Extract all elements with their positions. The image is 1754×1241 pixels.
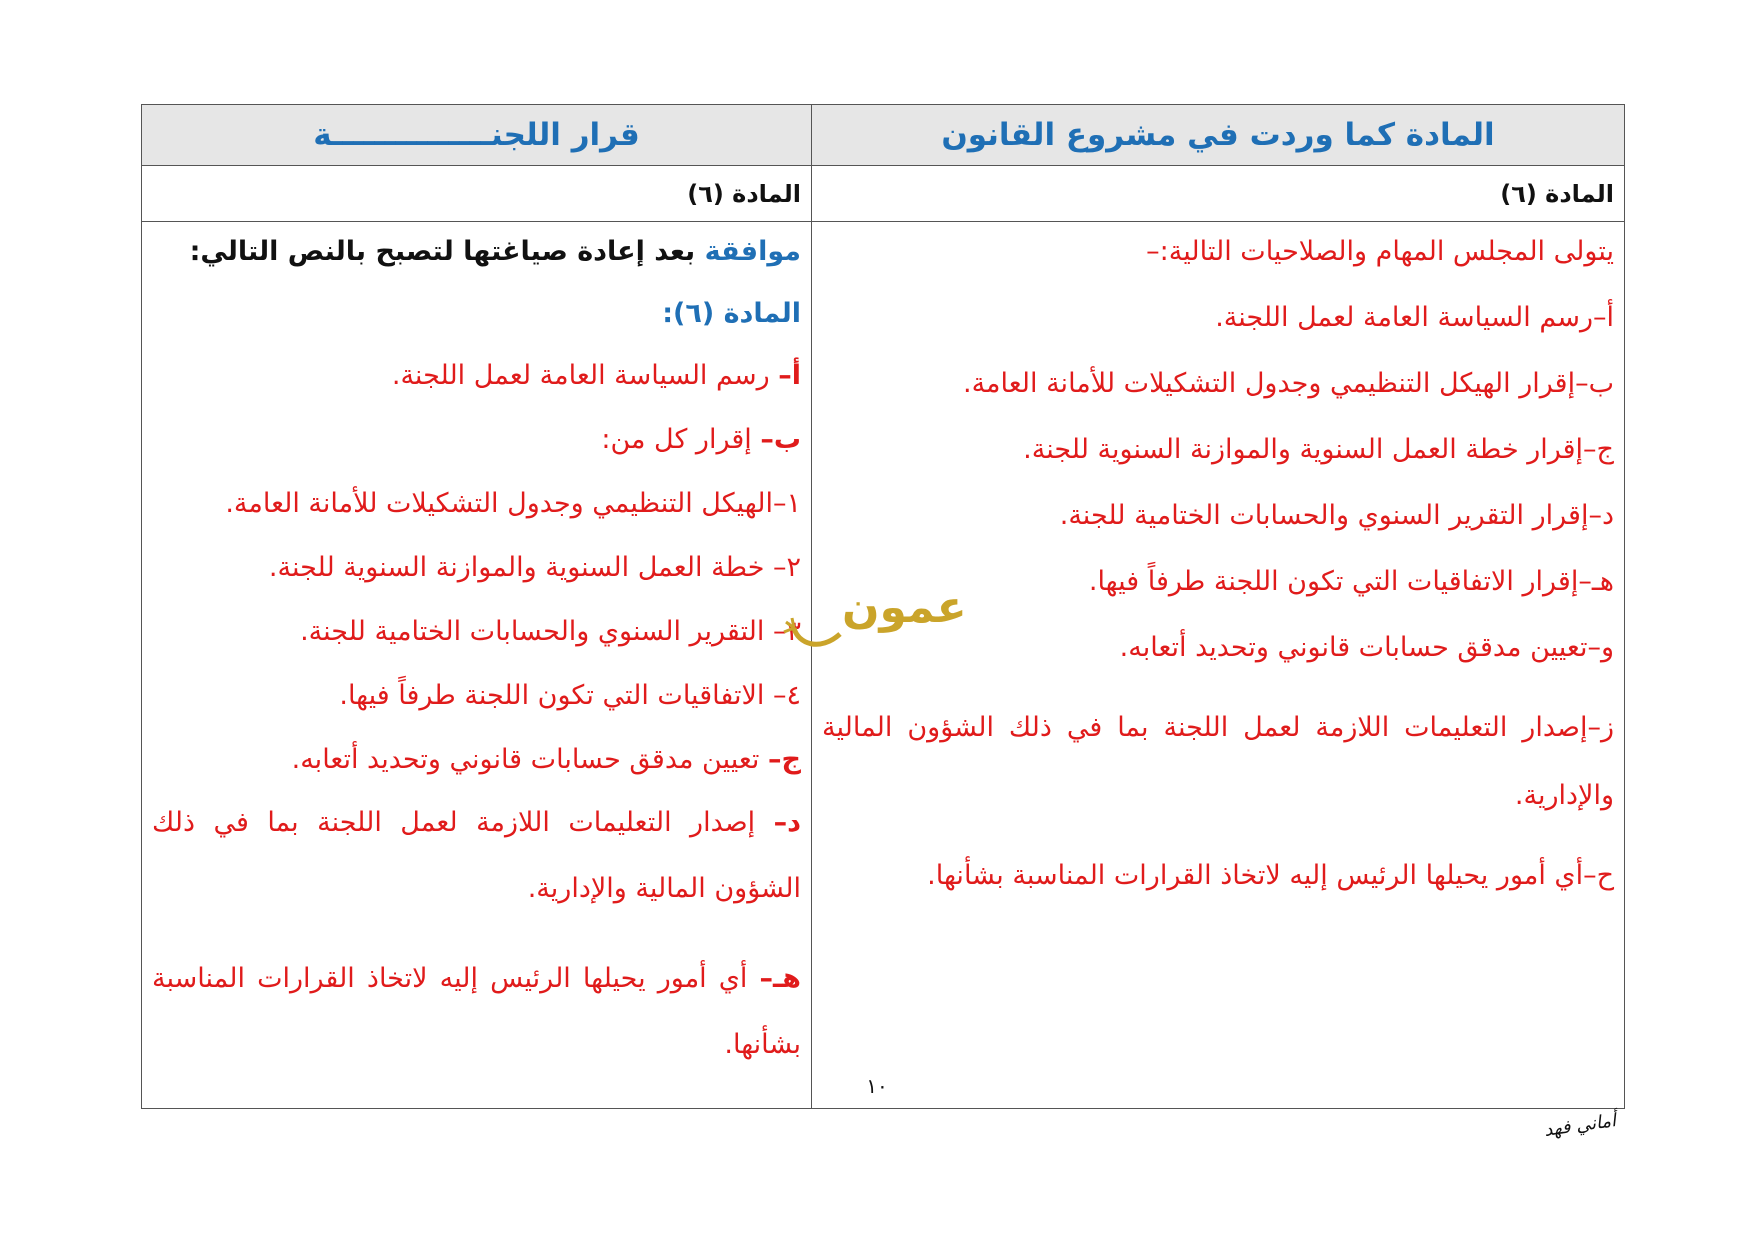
watermark-swoosh-icon [780, 582, 980, 662]
committee-decision-cell [142, 222, 812, 1109]
table-content-row [142, 222, 1625, 1109]
decision-article-title: المادة (٦): [662, 298, 801, 329]
subheader-original-article-number: المادة (٦) [812, 166, 1625, 222]
watermark-text: عمون [842, 582, 967, 633]
page-number: ١٠ [866, 1074, 888, 1098]
decision-subitem-2: ٢– خطة العمل السنوية والموازنة السنوية للجنة. [268, 552, 801, 583]
original-item-g: ز–إصدار التعليمات اللازمة لعمل اللجنة بما في ذلك الشؤون المالية والإدارية. [822, 712, 1614, 811]
item-a-label: أ– [778, 360, 801, 391]
original-item-h: ح–أي أمور يحيلها الرئيس إليه لاتخاذ القرارات المناسبة بشأنها. [927, 860, 1614, 891]
original-article-cell [812, 222, 1625, 1109]
ammon-watermark-logo [780, 582, 980, 662]
original-item-b: ب–إقرار الهيكل التنظيمي وجدول التشكيلات للأمانة العامة. [963, 368, 1614, 399]
item-b-text: إقرار كل من: [601, 424, 761, 455]
item-a-text: رسم السياسة العامة لعمل اللجنة. [391, 360, 779, 391]
approval-word: موافقة [704, 236, 801, 267]
approval-rest: بعد إعادة صياغتها لتصبح بالنص التالي: [189, 236, 705, 267]
table-subheader-row [142, 166, 1625, 222]
original-item-e: هـ–إقرار الاتفاقيات التي تكون اللجنة طرفاً فيها. [1088, 566, 1614, 597]
decision-item-b [152, 420, 801, 460]
handwritten-signature: أماني فهد [1542, 1110, 1618, 1141]
original-item-c: ج–إقرار خطة العمل السنوية والموازنة السنوية للجنة. [1023, 434, 1614, 465]
decision-item-d [152, 790, 801, 922]
item-d-label: د– [773, 807, 801, 838]
subheader-decision-article-number: المادة (٦) [142, 166, 812, 222]
decision-item-e [152, 946, 801, 1078]
decision-subitem-3: ٣– التقرير السنوي والحسابات الختامية للجنة. [300, 616, 801, 647]
decision-subitem-4: ٤– الاتفاقيات التي تكون اللجنة طرفاً فيها. [339, 680, 801, 711]
item-b-label: ب– [760, 424, 801, 455]
item-e-text: أي أمور يحيلها الرئيس إليه لاتخاذ القرارات المناسبة بشأنها. [152, 963, 801, 1060]
table-header-row [142, 105, 1625, 166]
original-intro: يتولى المجلس المهام والصلاحيات التالية:– [1146, 236, 1614, 267]
decision-approval [152, 232, 801, 272]
original-item-d: د–إقرار التقرير السنوي والحسابات الختامية للجنة. [1059, 500, 1614, 531]
item-d-text: إصدار التعليمات اللازمة لعمل اللجنة بما في ذلك الشؤون المالية والإدارية. [152, 807, 801, 904]
item-c-text: تعيين مدقق حسابات قانوني وتحديد أتعابه. [291, 744, 769, 775]
decision-item-c [152, 740, 801, 780]
decision-subitem-1: ١–الهيكل التنظيمي وجدول التشكيلات للأمانة العامة. [225, 488, 801, 519]
original-item-a: أ–رسم السياسة العامة لعمل اللجنة. [1215, 302, 1614, 333]
item-c-label: ج– [768, 744, 801, 775]
original-item-f: و–تعيين مدقق حسابات قانوني وتحديد أتعابه. [1119, 632, 1614, 663]
header-original-article: المادة كما وردت في مشروع القانون [812, 105, 1625, 166]
item-e-label: هـ– [759, 963, 801, 994]
header-committee-decision: قرار اللجنـــــــــــــــة [142, 105, 812, 166]
decision-item-a [152, 356, 801, 396]
